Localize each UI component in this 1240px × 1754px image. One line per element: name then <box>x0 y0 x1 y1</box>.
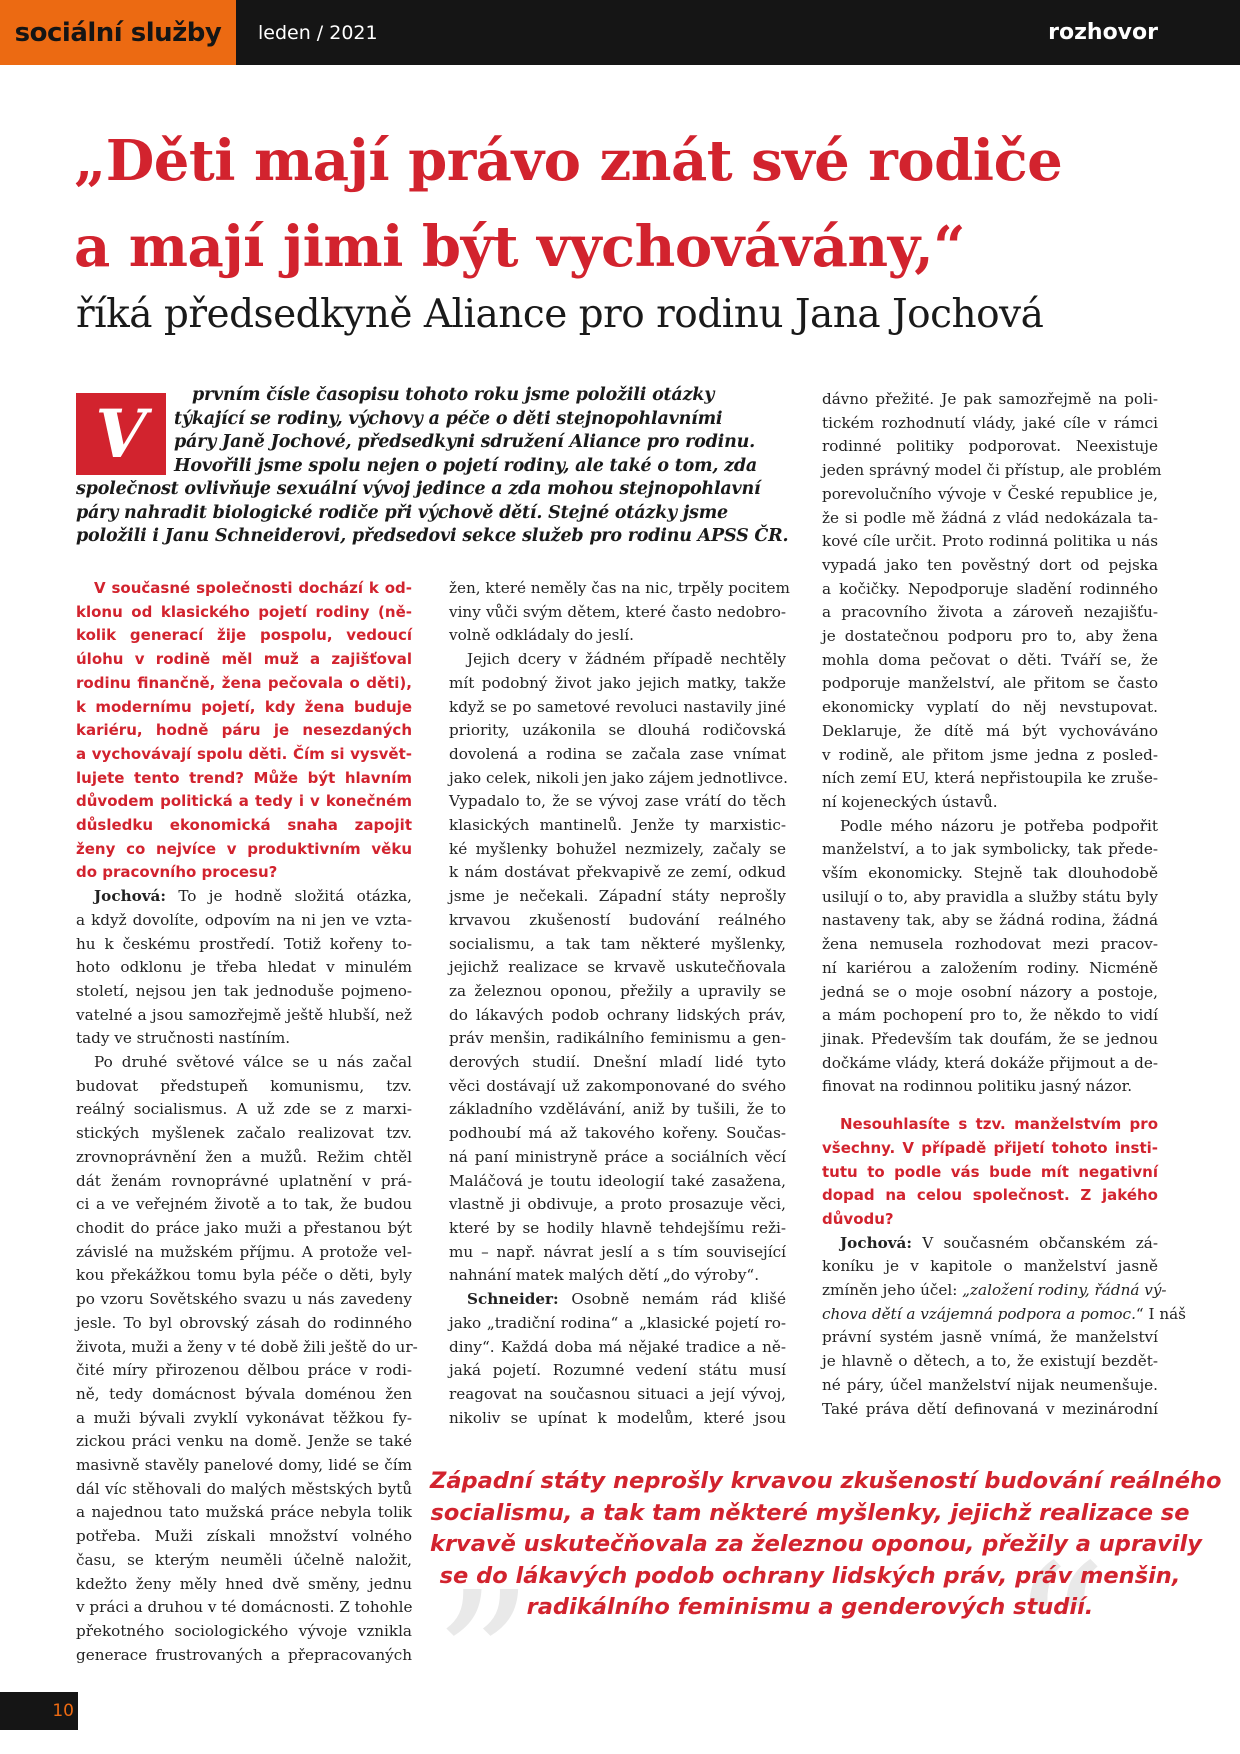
text-line: které by se hodily hlavně tehdejšímu reži- <box>449 1218 786 1237</box>
text-line: krvavou zkušeností budování reálného <box>449 910 786 929</box>
paragraph-gap <box>822 1099 1158 1113</box>
text-line: diny“. Každá doba má nějaké tradice a ně- <box>449 1337 786 1356</box>
text-line: derových studií. Dnešní mladí lidé tyto <box>449 1053 786 1072</box>
quote-mark-close-icon: “ <box>1010 1524 1108 1745</box>
text-line: ní kariérou a založením rodiny. Nicméně <box>822 958 1158 977</box>
text-line: vším ekonomicky. Stejně tak dlouhodobě <box>822 864 1158 883</box>
text-line: mohla doma pečovat o děti. Tváří se, že <box>822 650 1158 669</box>
question-line: důsledku ekonomická snaha zapojit <box>76 816 412 835</box>
lead-paragraph <box>76 384 789 549</box>
text-line: dočkáme vlády, která dokáže přijmout a de- <box>822 1053 1158 1072</box>
text-column-3 <box>822 388 1186 1421</box>
answer-text: Osobně nemám rád klišé <box>558 1290 786 1309</box>
interview-question <box>76 577 412 885</box>
text-line: viny vůči svým dětem, které často nedobro- <box>449 602 786 621</box>
lead-line: položili i Janu Schneiderovi, předsedovi sekce služeb pro rodinu APSS ČR. <box>76 526 789 546</box>
text-line: porevolučního vývoje v České republice je, <box>822 484 1158 503</box>
question-line: všechny. V případě přijetí tohoto insti- <box>822 1138 1158 1157</box>
lead-line: prvním čísle časopisu tohoto roku jsme položili otázky <box>192 385 715 405</box>
text-line: jinak. Především tak doufám, že se jednou <box>822 1029 1158 1048</box>
text-line: Vypadalo to, že se vývoj zase vrátí do těch <box>449 792 786 811</box>
text-line: je hlavně o dětech, a to, že existují bezdět- <box>822 1352 1158 1371</box>
speaker-name: Jochová: <box>94 887 167 906</box>
text-line: potřeba. Muži získali množství volného <box>76 1527 412 1546</box>
text-line: ci a ve veřejném životě a to tak, že budou <box>76 1195 412 1214</box>
question-line: důvodu? <box>822 1209 894 1228</box>
rubric-label: rozhovor <box>1048 20 1158 45</box>
text-line: klasických mantinelů. Jenže ty marxistic- <box>449 816 786 835</box>
text-line: vatelné a jsou samozřejmě ještě hlubší, než <box>76 1005 412 1024</box>
text-line: dávno přežité. Je pak samozřejmě na poli- <box>822 390 1158 408</box>
answer-first-line <box>76 885 412 909</box>
text-line: mít podobný život jako jejich matky, takže <box>449 673 786 692</box>
speaker-name: Schneider: <box>467 1290 559 1309</box>
text-line: nahnání matek malých dětí „do výroby“. <box>449 1266 760 1285</box>
text-line: ké myšlenky bohužel nezmizely, začaly se <box>449 839 786 858</box>
text-line: závislé na mužském příjmu. A protože vel- <box>76 1242 412 1261</box>
text-line: žen, které neměly čas na nic, trpěly pocitem <box>449 579 790 597</box>
header-bar <box>0 0 1240 65</box>
text-column-1 <box>76 577 418 1667</box>
text-line: socialismu, a tak tam některé myšlenky, <box>449 934 786 953</box>
question-line: tutu to podle vás bude mít negativní <box>822 1162 1158 1181</box>
text-line: a když dovolíte, odpovím na ni jen ve vzta- <box>76 910 412 929</box>
text-line: zickou práci venku na domě. Jenže se také <box>76 1432 412 1451</box>
text-line: čité míry přirozenou dělbou práce v rodi- <box>76 1361 412 1380</box>
text-line: dovolená a rodina se začala zase vnímat <box>449 744 786 763</box>
article-headline <box>74 118 1174 290</box>
text-line: jejichž realizace se krvavě uskutečňovala <box>449 958 786 977</box>
body-paragraph <box>449 577 790 648</box>
lead-line: Hovořili jsme spolu nejen o pojetí rodiny, ale také o tom, zda <box>174 455 758 476</box>
text-line: života, muži a ženy v té době žili ještě do ur- <box>76 1337 418 1356</box>
body-paragraph <box>822 388 1162 815</box>
text-column-2 <box>449 577 790 1430</box>
text-line: věci dostávají už zakomponované do svého <box>449 1076 786 1095</box>
headline-line: a mají jimi být vychovávány,“ <box>74 214 965 280</box>
text-line: masivně stavěly panelové domy, lidé se čím <box>76 1456 412 1475</box>
text-line: když se po sametové revoluci nastavily jiné <box>449 697 786 716</box>
question-line: dopad na celou společnost. Z jakého <box>822 1186 1158 1205</box>
text-line: priority, uzákonila se dlouhá rodičovská <box>449 721 786 740</box>
text-line: kou překážkou tomu byla péče o děti, byly <box>76 1266 412 1285</box>
lead-line: páry nahradit biologické rodiče při výchově dětí. Stejné otázky jsme <box>76 502 728 523</box>
issue-date: leden / 2021 <box>258 21 378 44</box>
article-subtitle: říká předsedkyně Aliance pro rodinu Jana Jochová <box>76 292 1044 337</box>
text-line: mu – např. návrat jeslí a s tím související <box>449 1242 786 1261</box>
text-line: ně, tedy domácnost bývala doménou žen <box>76 1384 412 1403</box>
text-line: ní kojeneckých ústavů. <box>822 792 998 811</box>
text-line: že si podle mě žádná z vlád nedokázala ta- <box>822 508 1158 527</box>
question-line: k modernímu pojetí, kdy žena buduje <box>76 697 412 716</box>
text-line: a najednou tato mužská práce nebyla tolik <box>76 1503 412 1522</box>
text-line: překotného sociologického vývoje vznikla <box>76 1621 412 1640</box>
question-line: do pracovního procesu? <box>76 863 278 882</box>
text-line: zrovnoprávnění žen a mužů. Režim chtěl <box>76 1147 412 1166</box>
text-line: vypadá jako ten pověstný dort od pejska <box>822 555 1158 574</box>
text-line: nikoliv se upínat k modelům, které jsou <box>449 1408 786 1427</box>
text-line: podhoubí má až takového kořeny. Součas- <box>449 1124 786 1143</box>
text-line: jeden správný model či přístup, ale problém <box>822 461 1162 480</box>
text-line: budovat předstupeň komunismu, tzv. <box>76 1076 412 1095</box>
text-line: Deklaruje, že dítě má být vychováváno <box>822 721 1158 740</box>
text-line: právní systém jasně vnímá, že manželství <box>822 1328 1158 1347</box>
text-run: zmíněn jeho účel: <box>822 1281 963 1300</box>
text-line: po vzoru Sovětského svazu u nás zavedeny <box>76 1290 412 1309</box>
question-line: lujete tento trend? Může být hlavním <box>76 768 412 787</box>
lead-line: páry Janě Jochové, předsedkyni sdružení Aliance pro rodinu. <box>174 432 756 452</box>
question-line: Nesouhlasíte s tzv. manželstvím pro <box>840 1115 1158 1134</box>
text-line: k nám dostávat překvapivě ze zemí, odkud <box>449 863 786 882</box>
text-line: hoto odklonu je třeba hledat v minulém <box>76 958 412 977</box>
question-line: a vychovávají spolu děti. Čím si vysvět- <box>76 744 412 763</box>
body-paragraph <box>76 1051 418 1667</box>
section-tag <box>0 0 236 65</box>
text-line: žena nemusela rozhodovat mezi pracov- <box>822 935 1158 954</box>
section-name: sociální služby <box>14 17 222 48</box>
text-line: Po druhé světové válce se u nás začal <box>94 1053 412 1072</box>
answer-paragraph <box>76 885 412 1051</box>
text-line: koníku je v kapitole o manželství jasně <box>822 1257 1158 1276</box>
question-line: klonu od klasického pojetí rodiny (ně- <box>76 602 412 621</box>
question-line: kolik generací žije pospolu, vedoucí <box>76 626 412 645</box>
text-line: za železnou oponou, přežily a upravily se <box>449 981 786 1000</box>
text-line: stických myšlenek začalo realizovat tzv. <box>76 1124 412 1143</box>
text-line: reagovat na současnou situaci a její vývoj, <box>449 1384 786 1403</box>
drop-cap-letter: V <box>95 395 147 473</box>
question-line: ženy co nejvíce v produktivním věku <box>76 839 412 858</box>
text-line: století, nejsou jen tak jednoduše pojmeno- <box>76 981 412 1000</box>
text-line: Také práva dětí definovaná v mezinárodní <box>822 1399 1158 1418</box>
lead-line: týkající se rodiny, výchovy a péče o děti stejnopohlavními <box>174 408 723 429</box>
pull-quote-line: se do lákavých podob ochrany lidských práv, práv menšin, <box>439 1562 1181 1589</box>
text-line: manželství, a to jak symbolicky, tak přede- <box>822 840 1158 859</box>
headline-line: „Děti mají právo znát své rodiče <box>74 128 1063 194</box>
text-line: generace frustrovaných a přepracovaných <box>76 1645 412 1664</box>
text-line: ních zemí EU, která nepřistoupila ke zruše- <box>822 769 1158 788</box>
text-line: do lákavých podob ochrany lidských práv, <box>449 1005 786 1024</box>
text-line: ná paní ministryně práce a sociálních věcí <box>449 1147 786 1166</box>
answer-first-line <box>449 1288 786 1312</box>
text-line: usilují o to, aby pravidla a služby státu byly <box>822 887 1158 906</box>
text-line: rodinné politiky podporovat. Neexistuje <box>822 437 1158 456</box>
text-line: podporuje manželství, ale přitom se často <box>822 674 1158 693</box>
answer-paragraph <box>449 1288 786 1430</box>
text-line: je dostatečnou podporu pro to, aby žena <box>822 627 1158 646</box>
text-line: ekonomicky vyplatí do něj nevstupovat. <box>822 698 1158 717</box>
question-line: V současné společnosti dochází k od- <box>94 579 412 597</box>
answer-text: V současném občanském zá- <box>912 1233 1158 1252</box>
page-number-box <box>0 1692 78 1730</box>
text-line: Jejich dcery v žádném případě nechtěly <box>467 650 786 669</box>
text-line: a pracovního života a zároveň nezajišťu- <box>822 603 1158 622</box>
text-line: Podle mého názoru je potřeba podpořit <box>840 816 1158 835</box>
question-line: rodinu finančně, žena pečovala o děti), <box>76 673 412 692</box>
text-line: vlastně ji obdivuje, a proto prosazuje věci, <box>449 1195 786 1214</box>
text-line: jsme je nečekali. Západní státy neprošly <box>449 887 786 906</box>
text-line: a kočičky. Nepodporuje sladění rodinného <box>822 579 1158 598</box>
pull-quote-line: socialismu, a tak tam některé myšlenky, jejichž realizace se <box>430 1499 1190 1526</box>
text-line: dát ženám rovnoprávné uplatnění v prá- <box>76 1171 412 1190</box>
text-line: a mám pochopení pro to, že někdo to vidí <box>822 1006 1158 1025</box>
pull-quote <box>430 1466 1222 1624</box>
body-paragraph <box>449 648 786 1288</box>
text-line: tady ve stručnosti nastíním. <box>76 1029 291 1048</box>
text-line: chodit do práce jako muži a přestanou být <box>76 1218 412 1237</box>
pull-quote-line: Západní státy neprošly krvavou zkušeností budování reálného <box>430 1468 1222 1494</box>
text-line: jako celek, nikoli jen jako zájem jednotlivce. <box>449 768 788 787</box>
text-line: práv menšin, radikálního feminismu a gen- <box>449 1029 786 1048</box>
body-paragraph <box>822 815 1158 1099</box>
text-line: a muži bývali zvyklí vykonávat těžkou fy- <box>76 1408 412 1427</box>
text-line: né páry, účel manželství nijak neumenšuje. <box>822 1375 1158 1394</box>
text-line: nastaveny tak, aby se žádná rodina, žádná <box>822 911 1158 930</box>
question-line: důvodem politická a tedy i v konečném <box>76 792 412 811</box>
text-line: Maláčová je toutu ideologií také zasažena, <box>449 1171 786 1190</box>
pull-quote-line: krvavě uskutečňovala za železnou oponou, přežily a upravily <box>430 1531 1202 1557</box>
text-line: jesle. To byl obrovský zásah do rodinného <box>76 1313 412 1332</box>
text-line: dál víc stěhovali do malých městských bytů <box>76 1479 412 1498</box>
question-line: úlohu v rodině měl muž a zajišťoval <box>76 650 412 669</box>
text-line: volně odkládaly do jeslí. <box>449 626 634 645</box>
quote-mark-open-icon: „ <box>438 1434 537 1655</box>
text-line <box>822 1303 1186 1327</box>
text-line: v práci a druhou v té domácnosti. Z tohohle <box>76 1598 413 1617</box>
text-line: tickém rozhodnutí vlády, jaké cíle v rámci <box>822 413 1158 432</box>
answer-paragraph <box>822 1232 1186 1422</box>
text-line: jaká pojetí. Rozumné vedení státu musí <box>449 1361 786 1380</box>
text-line: reálný socialismus. A už zde se z marxi- <box>76 1100 412 1119</box>
speaker-name: Jochová: <box>840 1233 913 1252</box>
text-line: kové cíle určit. Proto rodinná politika u nás <box>822 532 1158 551</box>
answer-first-line <box>822 1232 1158 1256</box>
question-line: kariéru, hodně páru je nesezdaných <box>76 721 412 740</box>
pull-quote-line: radikálního feminismu a genderových studií. <box>526 1594 1094 1620</box>
text-line: času, se kterým neuměli účelně naložit, <box>76 1550 412 1569</box>
text-line: finovat na rodinnou politiku jasný názor. <box>822 1077 1133 1096</box>
interview-question <box>822 1113 1158 1232</box>
quoted-law-text: chova dětí a vzájemná podpora a pomoc. <box>822 1304 1136 1323</box>
text-run: “ I náš <box>1135 1304 1186 1323</box>
text-line: kdežto ženy měly hned dvě směny, jednu <box>76 1574 412 1593</box>
text-line: hu k českému prostředí. Totiž kořeny to- <box>76 934 412 953</box>
lead-line: společnost ovlivňuje sexuální vývoj jedince a zda mohou stejnopohlavní <box>76 479 761 499</box>
text-line <box>822 1279 1167 1303</box>
text-line: jedná se o moje osobní názory a postoje, <box>822 982 1158 1001</box>
page-number: 10 <box>52 1701 74 1721</box>
text-line: jako „tradiční rodina“ a „klasické pojetí ro- <box>449 1313 786 1332</box>
answer-text: To je hodně složitá otázka, <box>166 887 412 906</box>
quoted-law-text: „založení rodiny, řádná vý- <box>962 1281 1167 1300</box>
text-line: základního vzdělávání, aniž by tušili, že to <box>449 1100 786 1119</box>
text-line: v rodině, ale přitom jsme jedna z posled- <box>822 745 1158 764</box>
